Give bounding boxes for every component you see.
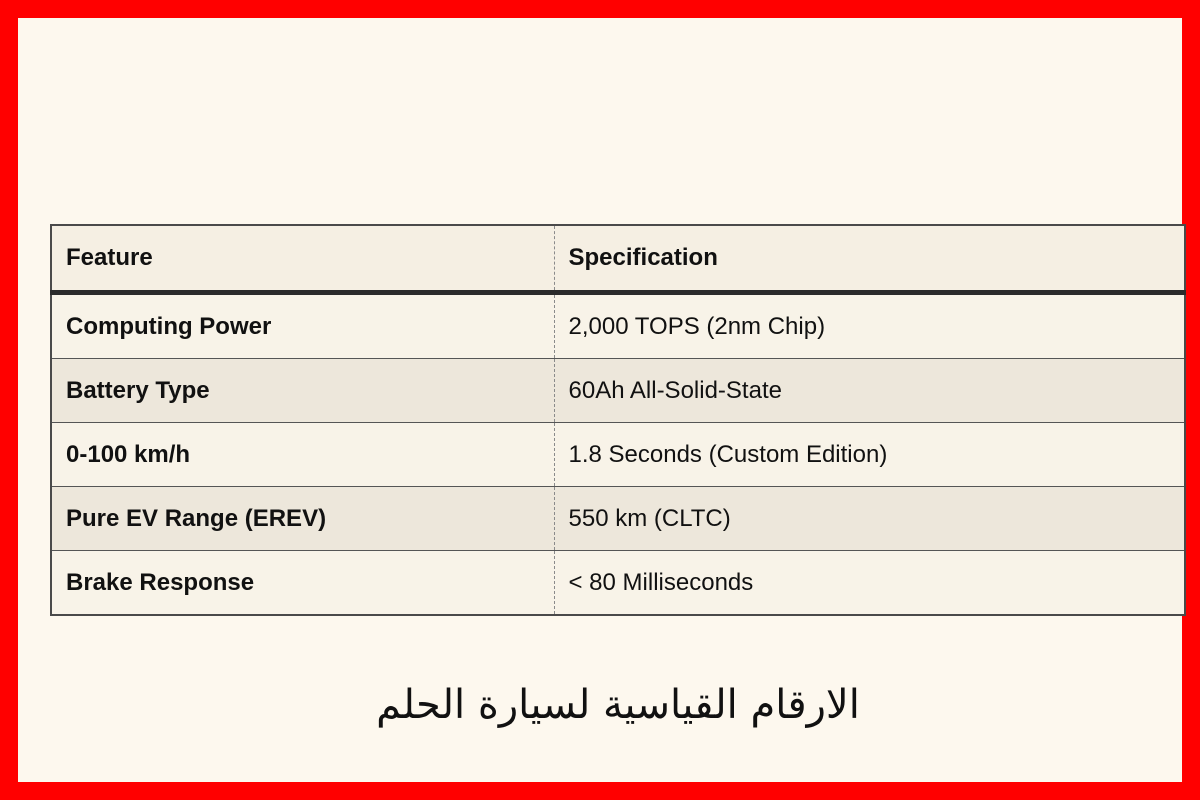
table-row: [51, 423, 1185, 487]
header-feature: Feature: [51, 225, 554, 293]
feature-cell: Computing Power: [51, 293, 554, 359]
table-row: [51, 359, 1185, 423]
table-row: [51, 487, 1185, 551]
spec-cell: 2,000 TOPS (2nm Chip): [554, 293, 1185, 359]
spec-cell: 550 km (CLTC): [554, 487, 1185, 551]
feature-cell: Brake Response: [51, 551, 554, 616]
table-row: [51, 551, 1185, 616]
feature-cell: Pure EV Range (EREV): [51, 487, 554, 551]
feature-cell: Battery Type: [51, 359, 554, 423]
spec-cell: 1.8 Seconds (Custom Edition): [554, 423, 1185, 487]
spec-cell: 60Ah All-Solid-State: [554, 359, 1185, 423]
spec-cell: < 80 Milliseconds: [554, 551, 1185, 616]
spec-table: [50, 224, 1186, 616]
header-specification: Specification: [554, 225, 1185, 293]
table-header-row: [51, 225, 1185, 293]
caption-text: الارقام القياسية لسيارة الحلم: [376, 682, 860, 728]
feature-cell: 0-100 km/h: [51, 423, 554, 487]
table-row: [51, 293, 1185, 359]
